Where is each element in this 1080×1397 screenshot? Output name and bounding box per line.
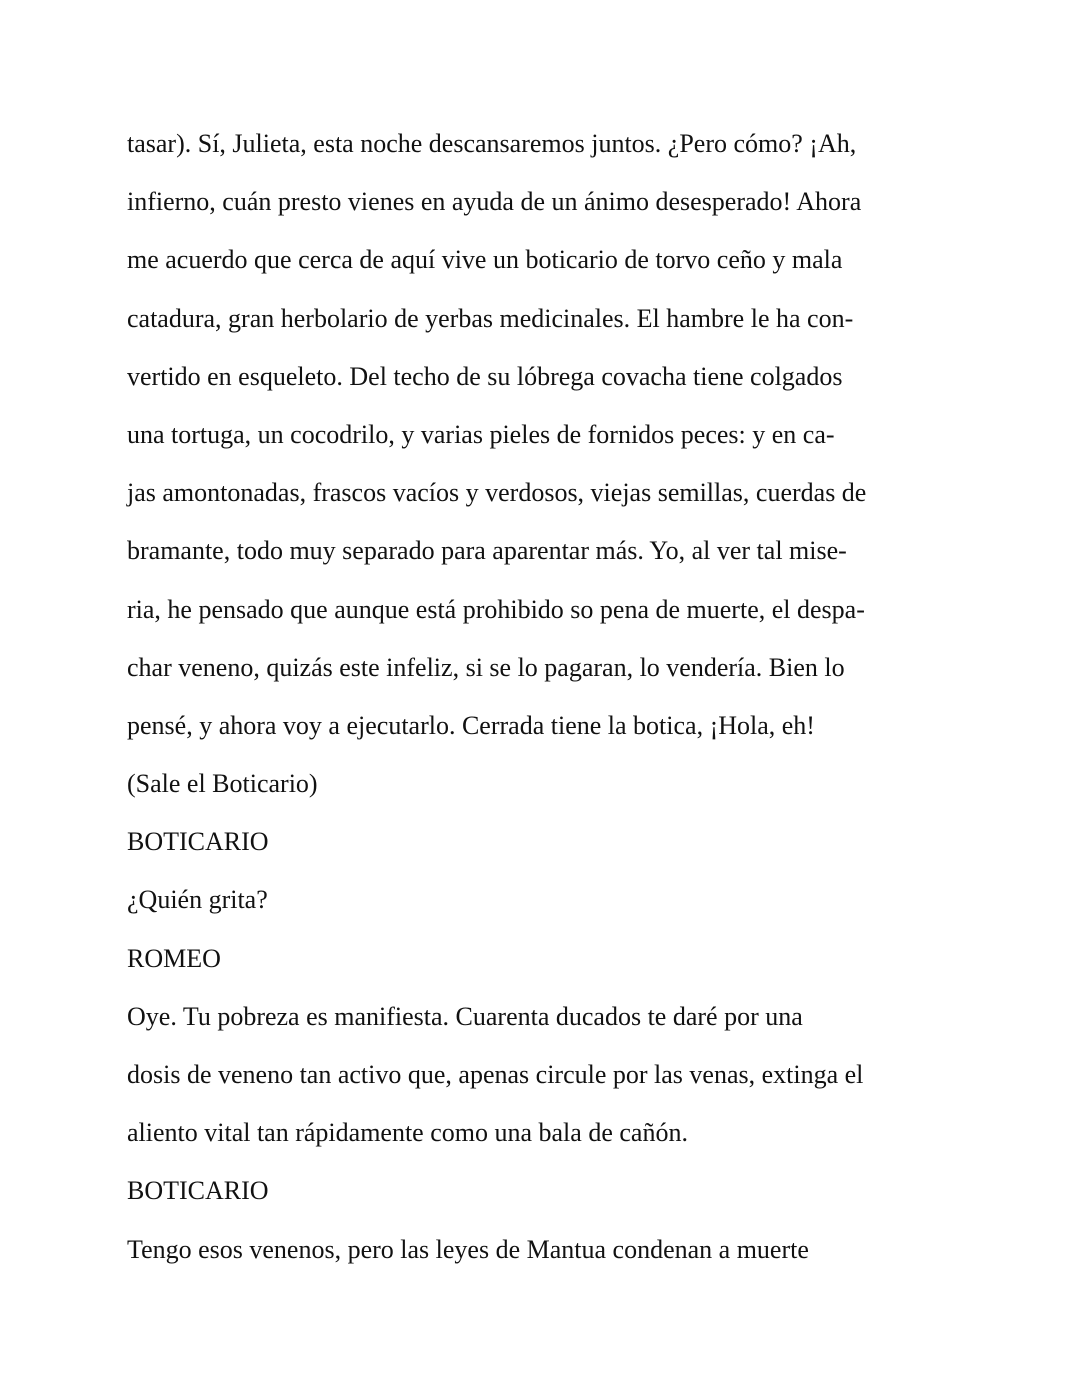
text-line: pensé, y ahora voy a ejecutarlo. Cerrada tiene la botica, ¡Hola, eh! [127,710,815,740]
speaker-name: ROMEO [127,943,221,973]
text-line: bramante, todo muy separado para aparentar más. Yo, al ver tal mise- [127,536,847,566]
text-line: ¿Quién grita? [127,885,268,915]
text-line: catadura, gran herbolario de yerbas medicinales. El hambre le ha con- [127,303,854,333]
body-text [127,115,917,1279]
text-line: dosis de veneno tan activo que, apenas circule por las venas, extinga el [127,1060,864,1089]
text-line: me acuerdo que cerca de aquí vive un boticario de torvo ceño y mala [127,245,843,275]
text-line: una tortuga, un cocodrilo, y varias pieles de fornidos peces: y en ca- [127,419,835,449]
text-line: ria, he pensado que aunque está prohibido so pena de muerte, el despa- [127,594,865,624]
text-line: infierno, cuán presto vienes en ayuda de un ánimo desesperado! Ahora [127,187,862,217]
text-line: Oye. Tu pobreza es manifiesta. Cuarenta ducados te daré por una [127,1001,803,1031]
text-line: tasar). Sí, Julieta, esta noche descansaremos juntos. ¿Pero cómo? ¡Ah, [127,129,857,158]
text-line: aliento vital tan rápidamente como una bala de cañón. [127,1118,688,1148]
stage-direction: (Sale el Boticario) [127,769,318,799]
text-line: char veneno, quizás este infeliz, si se lo pagaran, lo vendería. Bien lo [127,652,845,682]
speaker-name: BOTICARIO [127,1176,269,1206]
text-line: jas amontonadas, frascos vacíos y verdosos, viejas semillas, cuerdas de [127,478,867,508]
speaker-name: BOTICARIO [127,827,269,857]
text-line: Tengo esos venenos, pero las leyes de Mantua condenan a muerte [127,1234,809,1264]
text-line: vertido en esqueleto. Del techo de su lóbrega covacha tiene colgados [127,361,843,391]
